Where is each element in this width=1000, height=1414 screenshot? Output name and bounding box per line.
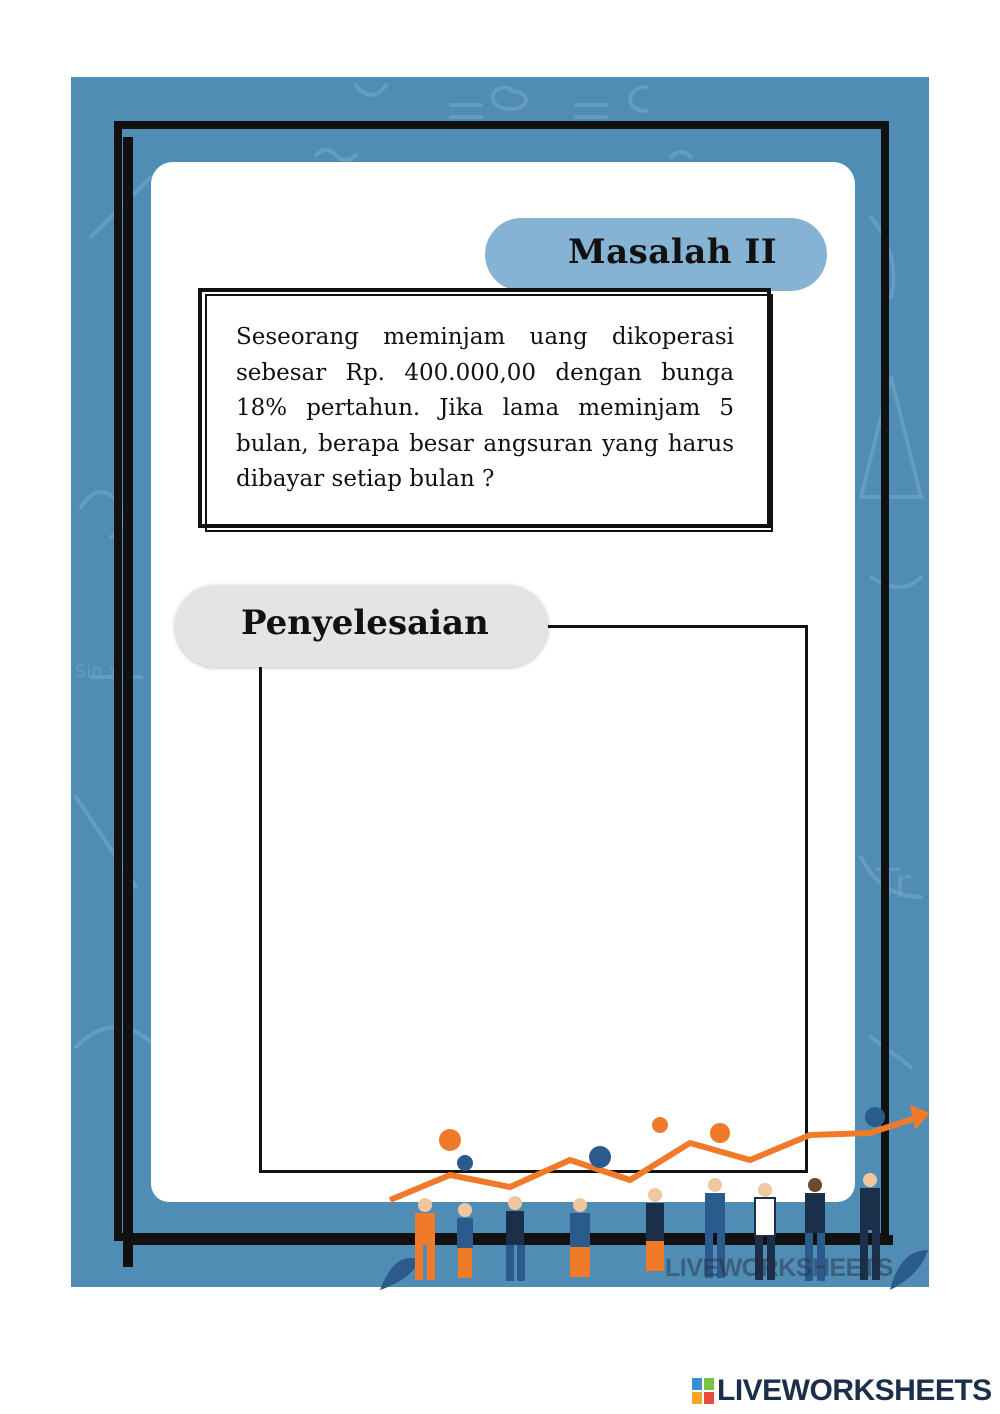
svg-text:Tr: Tr <box>876 861 911 907</box>
svg-text:Sin x: Sin x <box>75 661 120 682</box>
worksheet-title: Masalah II <box>568 232 778 272</box>
answer-label: Penyelesaian <box>241 603 489 643</box>
liveworksheets-logo-text: LIVEWORKSHEETS <box>717 1374 992 1407</box>
problem-statement: Seseorang meminjam uang dikoperasi sebesar Rp. 400.000,00 dengan bunga 18% pertahun. Jika lama meminjam 5 bulan, berapa besar angsuran yang harus dibayar setiap bulan ? <box>236 324 734 492</box>
frame-shadow-left <box>123 137 133 1267</box>
liveworksheets-logo <box>692 1374 992 1408</box>
answer-input-area[interactable] <box>259 625 808 1173</box>
inner-watermark: LIVEWORKSHEETS <box>665 1254 893 1282</box>
liveworksheets-logo-icon <box>692 1378 714 1404</box>
